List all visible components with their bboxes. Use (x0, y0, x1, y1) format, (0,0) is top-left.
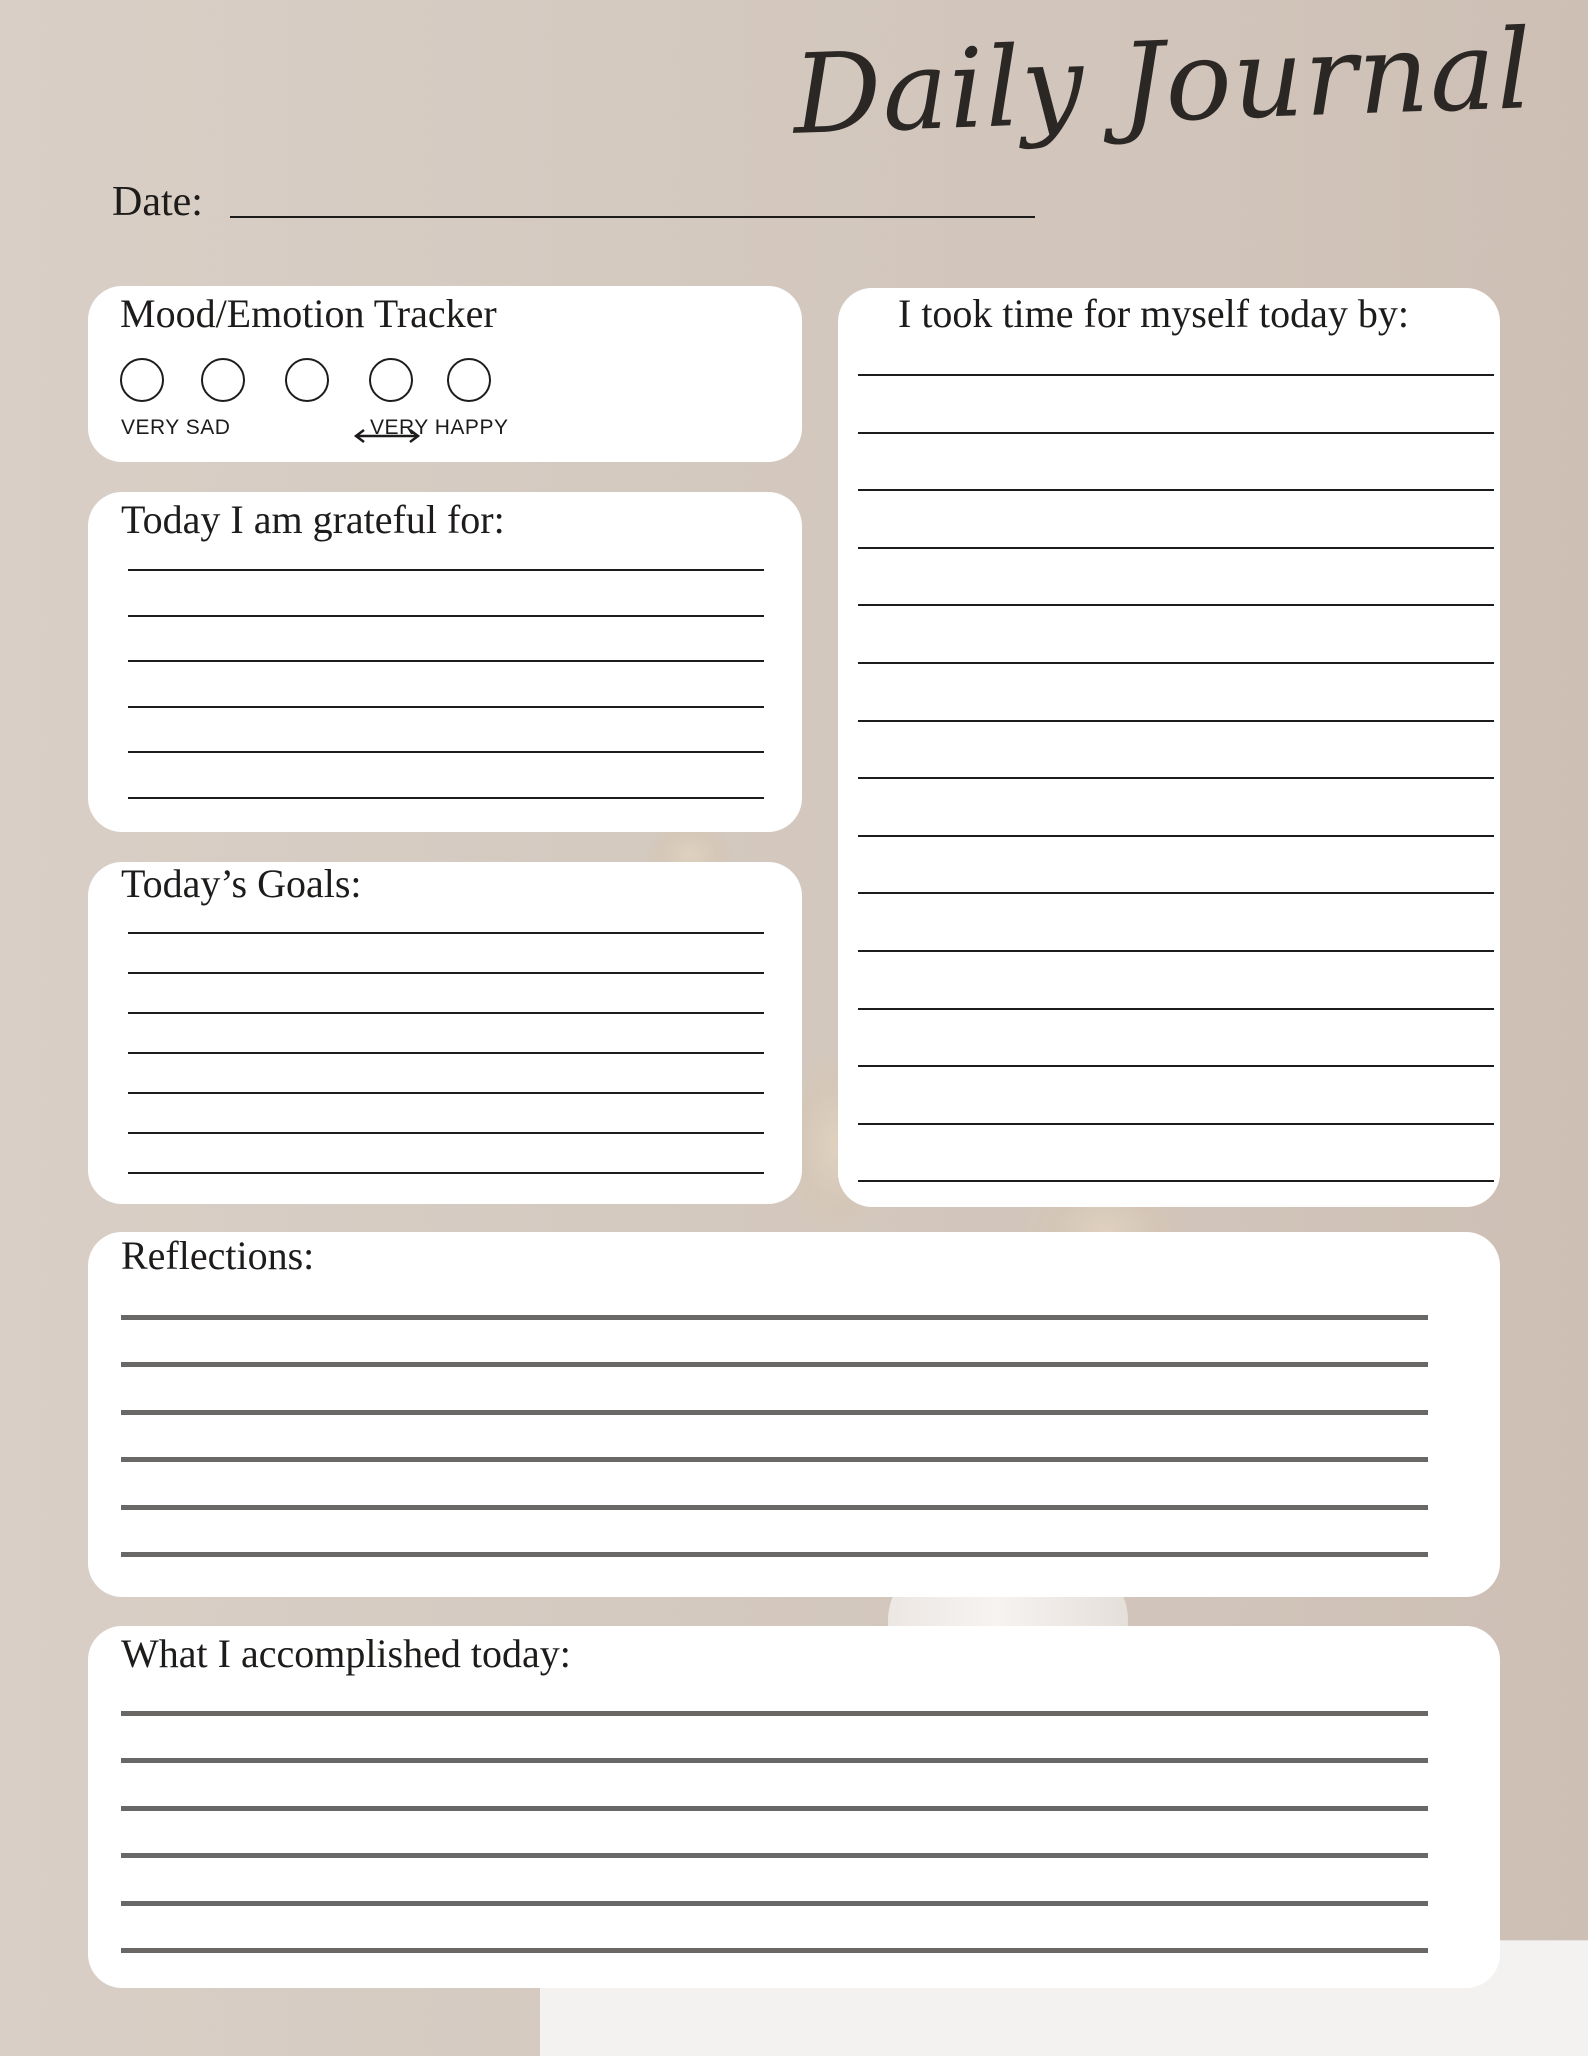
goals-title: Today’s Goals: (121, 861, 362, 906)
goals-writing-line[interactable] (128, 1172, 764, 1174)
self-time-writing-line[interactable] (858, 547, 1494, 549)
reflections-writing-line[interactable] (121, 1552, 1428, 1557)
reflections-card (88, 1232, 1500, 1597)
self-time-writing-line[interactable] (858, 892, 1494, 894)
self-time-writing-line[interactable] (858, 604, 1494, 606)
self-time-writing-line[interactable] (858, 662, 1494, 664)
self-time-card (838, 288, 1500, 1207)
self-time-writing-line[interactable] (858, 1180, 1494, 1182)
date-label: Date: (112, 179, 203, 225)
very-sad-label: VERY SAD (121, 416, 231, 439)
mood-option-1[interactable] (120, 358, 164, 402)
grateful-card (88, 492, 802, 832)
mood-option-4[interactable] (369, 358, 413, 402)
grateful-writing-line[interactable] (128, 569, 764, 571)
goals-writing-line[interactable] (128, 1012, 764, 1014)
self-time-writing-line[interactable] (858, 432, 1494, 434)
self-time-writing-line[interactable] (858, 720, 1494, 722)
goals-writing-line[interactable] (128, 1092, 764, 1094)
accomplished-writing-line[interactable] (121, 1806, 1428, 1811)
reflections-writing-line[interactable] (121, 1410, 1428, 1415)
reflections-writing-line[interactable] (121, 1505, 1428, 1510)
grateful-title: Today I am grateful for: (121, 497, 505, 542)
self-time-writing-line[interactable] (858, 777, 1494, 779)
mood-tracker-title: Mood/Emotion Tracker (120, 291, 497, 336)
mood-option-3[interactable] (285, 358, 329, 402)
self-time-writing-line[interactable] (858, 489, 1494, 491)
grateful-writing-line[interactable] (128, 615, 764, 617)
grateful-writing-line[interactable] (128, 751, 764, 753)
mood-option-2[interactable] (201, 358, 245, 402)
accomplished-card (88, 1626, 1500, 1988)
grateful-writing-line[interactable] (128, 660, 764, 662)
reflections-writing-line[interactable] (121, 1362, 1428, 1367)
page-title: Daily Journal (791, 5, 1536, 159)
mood-option-5[interactable] (447, 358, 491, 402)
reflections-writing-line[interactable] (121, 1315, 1428, 1320)
self-time-title: I took time for myself today by: (898, 291, 1410, 336)
self-time-writing-line[interactable] (858, 835, 1494, 837)
accomplished-writing-line[interactable] (121, 1758, 1428, 1763)
mood-tracker-card (88, 286, 802, 462)
grateful-writing-line[interactable] (128, 706, 764, 708)
goals-card (88, 862, 802, 1204)
grateful-writing-line[interactable] (128, 797, 764, 799)
reflections-writing-line[interactable] (121, 1457, 1428, 1462)
accomplished-writing-line[interactable] (121, 1853, 1428, 1858)
goals-writing-line[interactable] (128, 1132, 764, 1134)
self-time-writing-line[interactable] (858, 1008, 1494, 1010)
goals-writing-line[interactable] (128, 972, 764, 974)
reflections-title: Reflections: (121, 1233, 315, 1278)
goals-writing-line[interactable] (128, 1052, 764, 1054)
goals-writing-line[interactable] (128, 932, 764, 934)
self-time-writing-line[interactable] (858, 1065, 1494, 1067)
accomplished-writing-line[interactable] (121, 1948, 1428, 1953)
accomplished-writing-line[interactable] (121, 1711, 1428, 1716)
self-time-writing-line[interactable] (858, 1123, 1494, 1125)
accomplished-writing-line[interactable] (121, 1901, 1428, 1906)
date-field-line[interactable] (230, 216, 1035, 218)
self-time-writing-line[interactable] (858, 950, 1494, 952)
self-time-writing-line[interactable] (858, 374, 1494, 376)
accomplished-title: What I accomplished today: (121, 1631, 571, 1676)
very-happy-label: VERY HAPPY (370, 416, 509, 439)
